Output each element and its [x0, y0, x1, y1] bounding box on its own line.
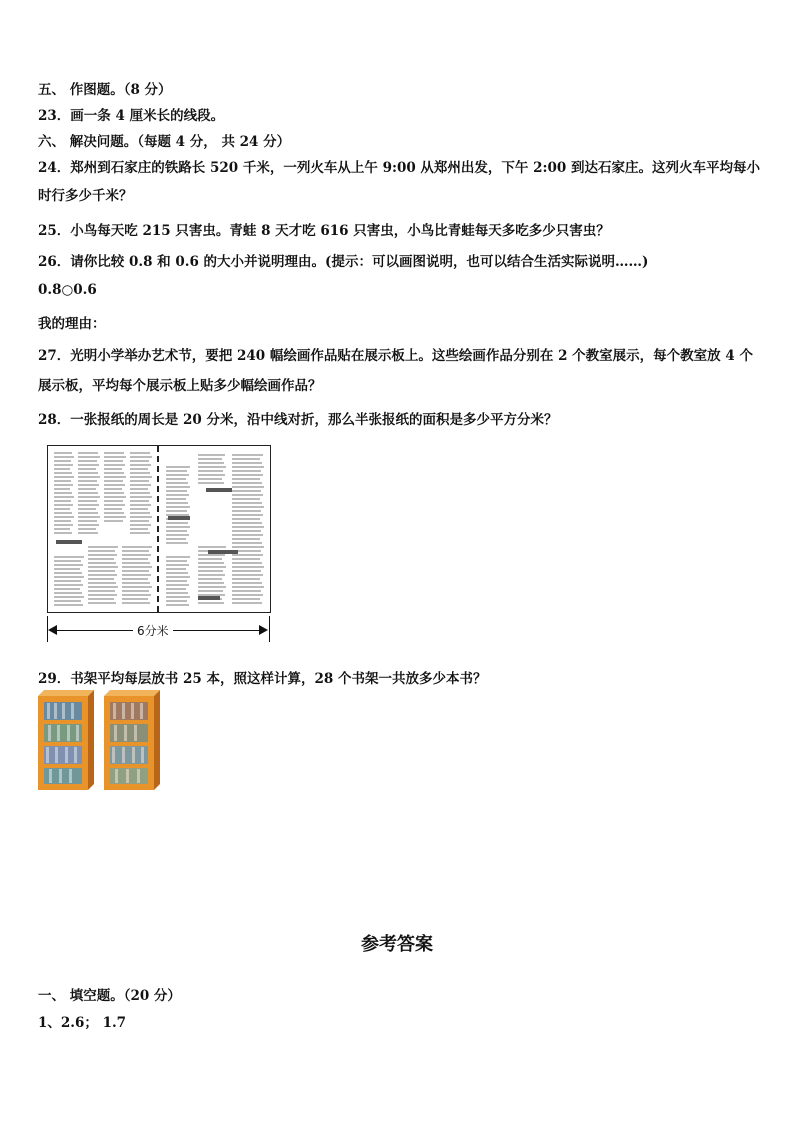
newspaper-headline-block — [168, 516, 190, 520]
newspaper-text-line — [232, 602, 262, 604]
answers-title: 参考答案 — [361, 934, 433, 955]
newspaper-text-line — [198, 482, 224, 484]
newspaper-text-line — [232, 462, 262, 464]
question-24-line-1: 24．郑州到石家庄的铁路长 520 千米，一列火车从上午 9:00 从郑州出发，下午 2:00 到达石家庄。这列火车平均每小 — [38, 160, 760, 176]
newspaper-text-line — [78, 460, 97, 462]
newspaper-text-line — [54, 472, 72, 474]
newspaper-text-line — [78, 524, 99, 526]
newspaper-text-line — [130, 468, 148, 470]
newspaper-text-line — [166, 522, 188, 524]
newspaper-text-line — [54, 480, 71, 482]
newspaper-text-line — [104, 464, 125, 466]
newspaper-text-line — [166, 502, 188, 504]
newspaper-text-line — [232, 478, 260, 480]
newspaper-icon — [47, 445, 271, 613]
newspaper-text-line — [232, 466, 264, 468]
newspaper-text-line — [122, 590, 149, 592]
newspaper-text-line — [232, 494, 263, 496]
section-5-heading: 五、 作图题。（8 分） — [38, 82, 172, 98]
bookshelf-icon — [104, 690, 164, 790]
newspaper-text-line — [88, 554, 117, 556]
newspaper-text-line — [122, 562, 150, 564]
newspaper-text-line — [198, 470, 223, 472]
newspaper-text-line — [130, 480, 149, 482]
newspaper-text-line — [198, 562, 224, 564]
newspaper-text-line — [198, 474, 225, 476]
newspaper-text-line — [88, 582, 116, 584]
newspaper-text-line — [78, 508, 96, 510]
newspaper-text-line — [166, 510, 187, 512]
newspaper-text-line — [198, 478, 222, 480]
newspaper-text-line — [54, 580, 81, 582]
newspaper-text-line — [232, 514, 263, 516]
question-27-line-1: 27．光明小学举办艺术节，要把 240 幅绘画作品贴在展示板上。这些绘画作品分别在 2 个教室展示，每个教室放 4 个 — [38, 348, 753, 364]
newspaper-text-line — [88, 546, 118, 548]
newspaper-text-line — [54, 500, 71, 502]
newspaper-text-line — [54, 532, 72, 534]
newspaper-text-line — [232, 598, 260, 600]
newspaper-text-line — [104, 496, 126, 498]
newspaper-text-line — [88, 590, 115, 592]
newspaper-text-line — [88, 550, 115, 552]
newspaper-text-line — [54, 520, 71, 522]
newspaper-text-line — [130, 476, 152, 478]
newspaper-text-line — [78, 472, 98, 474]
newspaper-text-line — [54, 460, 71, 462]
newspaper-text-line — [130, 492, 150, 494]
newspaper-text-line — [88, 562, 116, 564]
newspaper-text-line — [198, 574, 225, 576]
newspaper-text-line — [54, 516, 74, 518]
question-25: 25．小鸟每天吃 215 只害虫。青蛙 8 天才吃 616 只害虫，小鸟比青蛙每天多吃多少只害虫？ — [38, 223, 610, 239]
newspaper-text-line — [166, 498, 186, 500]
newspaper-text-line — [78, 492, 98, 494]
newspaper-text-line — [78, 500, 97, 502]
newspaper-text-line — [122, 550, 149, 552]
newspaper-text-line — [166, 576, 190, 578]
newspaper-text-line — [54, 528, 70, 530]
newspaper-text-line — [54, 492, 72, 494]
newspaper-text-line — [166, 542, 188, 544]
newspaper-text-line — [54, 488, 70, 490]
newspaper-text-line — [54, 560, 81, 562]
newspaper-headline-block — [206, 488, 232, 492]
newspaper-text-line — [166, 588, 186, 590]
newspaper-text-line — [166, 466, 190, 468]
newspaper-text-line — [104, 456, 126, 458]
newspaper-text-line — [122, 602, 150, 604]
newspaper-text-line — [130, 524, 151, 526]
newspaper-text-line — [130, 516, 152, 518]
newspaper-text-line — [198, 546, 226, 548]
newspaper-text-line — [232, 566, 264, 568]
newspaper-text-line — [166, 506, 190, 508]
newspaper-text-line — [130, 500, 149, 502]
newspaper-text-line — [54, 512, 72, 514]
newspaper-text-line — [166, 568, 186, 570]
newspaper-text-line — [232, 458, 260, 460]
newspaper-text-line — [78, 496, 100, 498]
newspaper-text-line — [54, 592, 82, 594]
newspaper-text-line — [166, 526, 190, 528]
newspaper-text-line — [104, 520, 123, 522]
newspaper-text-line — [232, 510, 261, 512]
newspaper-text-line — [198, 566, 226, 568]
newspaper-text-line — [88, 578, 114, 580]
newspaper-text-line — [198, 554, 225, 556]
newspaper-text-line — [130, 484, 151, 486]
newspaper-text-line — [54, 584, 83, 586]
newspaper-text-line — [88, 598, 114, 600]
newspaper-text-line — [166, 534, 189, 536]
newspaper-text-line — [54, 600, 81, 602]
newspaper-text-line — [166, 474, 189, 476]
newspaper-text-line — [166, 564, 189, 566]
newspaper-text-line — [78, 488, 96, 490]
newspaper-text-line — [104, 484, 125, 486]
newspaper-text-line — [104, 500, 123, 502]
newspaper-text-line — [130, 532, 150, 534]
newspaper-text-line — [88, 566, 118, 568]
newspaper-text-line — [166, 580, 187, 582]
newspaper-text-line — [232, 586, 264, 588]
newspaper-text-line — [166, 572, 188, 574]
newspaper-text-line — [232, 562, 262, 564]
newspaper-text-line — [78, 532, 98, 534]
newspaper-text-line — [130, 488, 148, 490]
newspaper-text-line — [122, 586, 152, 588]
newspaper-text-line — [54, 468, 70, 470]
newspaper-text-line — [122, 578, 148, 580]
newspaper-text-line — [104, 492, 124, 494]
newspaper-text-line — [130, 464, 151, 466]
newspaper-text-line — [198, 558, 222, 560]
newspaper-text-line — [198, 458, 222, 460]
newspaper-text-line — [54, 496, 74, 498]
newspaper-text-line — [104, 488, 122, 490]
newspaper-text-line — [198, 602, 224, 604]
question-29: 29．书架平均每层放书 25 本，照这样计算，28 个书架一共放多少本书？ — [38, 671, 487, 687]
newspaper-text-line — [198, 454, 225, 456]
newspaper-text-line — [130, 504, 151, 506]
newspaper-text-line — [198, 466, 226, 468]
newspaper-text-line — [166, 604, 189, 606]
newspaper-text-line — [78, 456, 100, 458]
newspaper-text-line — [122, 574, 151, 576]
newspaper-text-line — [122, 546, 152, 548]
newspaper-text-line — [130, 472, 150, 474]
newspaper-text-line — [104, 504, 125, 506]
newspaper-text-line — [78, 464, 99, 466]
newspaper-text-line — [78, 476, 100, 478]
newspaper-text-line — [198, 586, 226, 588]
newspaper-text-line — [88, 558, 114, 560]
newspaper-text-line — [166, 530, 187, 532]
newspaper-text-line — [88, 602, 116, 604]
newspaper-text-line — [78, 516, 100, 518]
newspaper-text-line — [130, 452, 150, 454]
newspaper-text-line — [232, 578, 260, 580]
newspaper-headline-block — [56, 540, 82, 544]
newspaper-text-line — [166, 600, 187, 602]
newspaper-text-line — [88, 594, 117, 596]
newspaper-text-line — [232, 554, 263, 556]
newspaper-text-line — [166, 556, 190, 558]
newspaper-text-line — [54, 508, 70, 510]
newspaper-text-line — [54, 588, 80, 590]
newspaper-text-line — [54, 564, 83, 566]
newspaper-text-line — [130, 528, 148, 530]
newspaper-text-line — [232, 530, 261, 532]
newspaper-headline-block — [198, 596, 220, 600]
newspaper-text-line — [232, 470, 261, 472]
newspaper-text-line — [104, 512, 124, 514]
newspaper-text-line — [104, 468, 122, 470]
newspaper-text-line — [198, 462, 224, 464]
newspaper-text-line — [104, 476, 126, 478]
newspaper-text-line — [78, 468, 96, 470]
newspaper-text-line — [232, 482, 262, 484]
newspaper-text-line — [122, 598, 148, 600]
newspaper-text-line — [232, 498, 260, 500]
newspaper-text-line — [166, 486, 190, 488]
newspaper-headline-block — [208, 550, 238, 554]
newspaper-text-line — [232, 538, 260, 540]
newspaper-text-line — [104, 452, 124, 454]
newspaper-text-line — [54, 476, 74, 478]
newspaper-text-line — [78, 512, 98, 514]
newspaper-text-line — [232, 502, 262, 504]
newspaper-text-line — [232, 582, 262, 584]
newspaper-text-line — [232, 474, 263, 476]
section-6-heading: 六、 解决问题。（每题 4 分， 共 24 分） — [38, 134, 291, 150]
reason-label: 我的理由： — [38, 316, 106, 332]
newspaper-text-line — [198, 590, 223, 592]
newspaper-text-line — [166, 470, 187, 472]
newspaper-text-line — [232, 506, 264, 508]
newspaper-text-line — [198, 578, 222, 580]
question-27-line-2: 展示板，平均每个展示板上贴多少幅绘画作品？ — [38, 378, 322, 394]
newspaper-text-line — [122, 554, 151, 556]
width-label: 6分米 — [133, 622, 173, 639]
newspaper-text-line — [122, 566, 152, 568]
newspaper-text-line — [232, 534, 263, 536]
newspaper-text-line — [104, 480, 123, 482]
newspaper-text-line — [54, 556, 84, 558]
newspaper-text-line — [122, 582, 150, 584]
question-24-line-2: 时行多少千米？ — [38, 188, 133, 204]
newspaper-text-line — [54, 456, 74, 458]
newspaper-text-line — [78, 520, 97, 522]
newspaper-text-line — [122, 570, 149, 572]
newspaper-text-line — [232, 558, 260, 560]
newspaper-text-line — [78, 504, 99, 506]
newspaper-text-line — [232, 574, 263, 576]
newspaper-text-line — [78, 452, 98, 454]
newspaper-text-line — [232, 546, 264, 548]
newspaper-text-line — [54, 604, 83, 606]
newspaper-text-line — [166, 478, 186, 480]
newspaper-text-line — [88, 570, 115, 572]
fold-line — [157, 446, 159, 612]
newspaper-text-line — [232, 490, 261, 492]
newspaper-text-line — [104, 460, 123, 462]
newspaper-text-line — [54, 452, 72, 454]
newspaper-text-line — [54, 576, 84, 578]
newspaper-text-line — [166, 560, 187, 562]
newspaper-text-line — [88, 574, 117, 576]
newspaper-text-line — [232, 454, 263, 456]
newspaper-text-line — [166, 494, 189, 496]
comparison-blank: 0.8○0.6 — [38, 282, 97, 298]
newspaper-text-line — [166, 592, 188, 594]
bookshelf-icon — [38, 690, 98, 790]
newspaper-text-line — [78, 528, 96, 530]
question-23: 23．画一条 4 厘米长的线段。 — [38, 108, 225, 124]
newspaper-text-line — [104, 472, 124, 474]
newspaper-text-line — [130, 496, 152, 498]
newspaper-text-line — [232, 570, 261, 572]
newspaper-text-line — [54, 596, 84, 598]
newspaper-text-line — [232, 518, 260, 520]
newspaper-text-line — [232, 594, 263, 596]
newspaper-text-line — [166, 596, 190, 598]
newspaper-text-line — [130, 456, 152, 458]
newspaper-text-line — [198, 582, 224, 584]
newspaper-text-line — [130, 508, 148, 510]
newspaper-text-line — [78, 484, 99, 486]
answers-section-1: 一、 填空题。（20 分） — [38, 988, 181, 1004]
newspaper-text-line — [130, 512, 150, 514]
newspaper-text-line — [232, 522, 262, 524]
question-26: 26．请你比较 0.8 和 0.6 的大小并说明理由。(提示：可以画图说明，也可以结合生活实际说明……) — [38, 254, 649, 270]
newspaper-text-line — [104, 516, 126, 518]
newspaper-text-line — [130, 460, 149, 462]
question-28: 28．一张报纸的周长是 20 分米，沿中线对折，那么半张报纸的面积是多少平方分米？ — [38, 412, 558, 428]
newspaper-text-line — [232, 486, 264, 488]
newspaper-text-line — [130, 520, 149, 522]
newspaper-text-line — [122, 558, 148, 560]
newspaper-text-line — [232, 526, 264, 528]
newspaper-text-line — [54, 572, 82, 574]
newspaper-text-line — [166, 482, 188, 484]
newspaper-text-line — [166, 490, 187, 492]
newspaper-text-line — [54, 524, 73, 526]
answer-1: 1、2.6； 1.7 — [38, 1015, 127, 1031]
newspaper-text-line — [232, 542, 262, 544]
newspaper-text-line — [166, 538, 186, 540]
newspaper-text-line — [104, 508, 122, 510]
newspaper-text-line — [232, 590, 261, 592]
newspaper-text-line — [78, 480, 97, 482]
newspaper-text-line — [122, 594, 151, 596]
newspaper-text-line — [166, 584, 189, 586]
newspaper-text-line — [54, 484, 73, 486]
newspaper-text-line — [54, 464, 73, 466]
newspaper-text-line — [54, 504, 73, 506]
newspaper-text-line — [54, 568, 80, 570]
newspaper-text-line — [88, 586, 118, 588]
newspaper-text-line — [198, 570, 223, 572]
